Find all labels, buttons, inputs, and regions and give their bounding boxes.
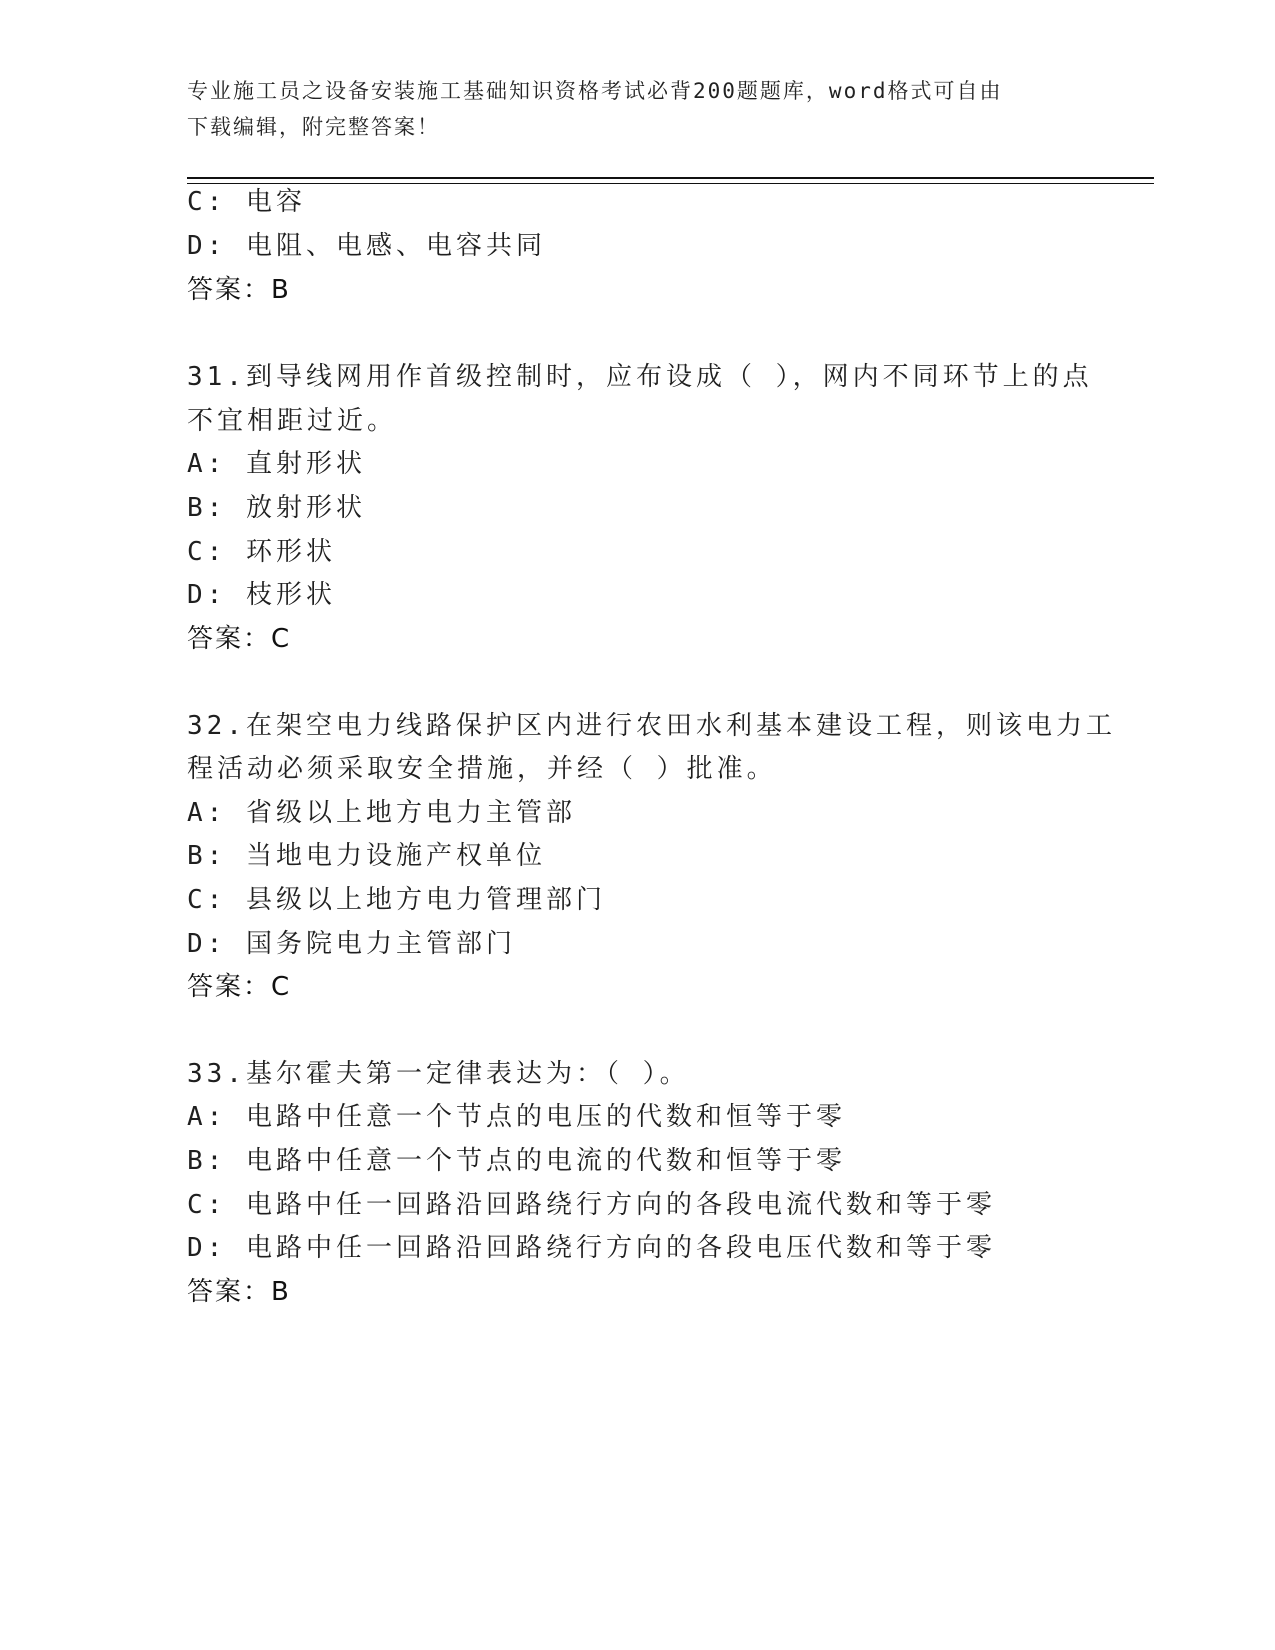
q33-option-d: D: 电路中任一回路沿回路绕行方向的各段电压代数和等于零 <box>187 1233 996 1263</box>
q32-stem-line-2: 程活动必须采取安全措施，并经（ ）批准。 <box>187 754 777 784</box>
q33-option-c: C: 电路中任一回路沿回路绕行方向的各段电流代数和等于零 <box>187 1190 996 1220</box>
q31-option-c: C: 环形状 <box>187 537 336 567</box>
header-title-line-2: 下载编辑，附完整答案！ <box>187 115 440 139</box>
q33-stem-line-1: 33.基尔霍夫第一定律表达为：（ ）。 <box>187 1059 690 1089</box>
q31-answer: 答案：C <box>187 624 292 654</box>
prev-answer: 答案：B <box>187 275 291 305</box>
prev-option-c: C: 电容 <box>187 187 306 217</box>
q33-option-a: A: 电路中任意一个节点的电压的代数和恒等于零 <box>187 1102 846 1132</box>
q33-answer: 答案：B <box>187 1277 291 1307</box>
header-title-line-1: 专业施工员之设备安装施工基础知识资格考试必背200题题库，word格式可自由 <box>187 79 1003 103</box>
q31-stem-line-1: 31.到导线网用作首级控制时，应布设成（ ），网内不同环节上的点 <box>187 362 1093 392</box>
q32-option-c: C: 县级以上地方电力管理部门 <box>187 885 606 915</box>
q32-option-b: B: 当地电力设施产权单位 <box>187 841 546 871</box>
q32-option-a: A: 省级以上地方电力主管部 <box>187 798 576 828</box>
header-divider-thin <box>187 183 1154 184</box>
q32-option-d: D: 国务院电力主管部门 <box>187 929 516 959</box>
q31-option-b: B: 放射形状 <box>187 493 366 523</box>
q32-stem-line-1: 32.在架空电力线路保护区内进行农田水利基本建设工程，则该电力工 <box>187 711 1116 741</box>
document-header <box>187 73 1067 145</box>
q31-stem-line-2: 不宜相距过近。 <box>187 406 398 436</box>
q31-option-d: D: 枝形状 <box>187 580 336 610</box>
prev-option-d: D: 电阻、电感、电容共同 <box>187 231 546 261</box>
header-divider-thick <box>187 177 1154 179</box>
q32-answer: 答案：C <box>187 972 292 1002</box>
q31-option-a: A: 直射形状 <box>187 449 366 479</box>
q33-option-b: B: 电路中任意一个节点的电流的代数和恒等于零 <box>187 1146 846 1176</box>
